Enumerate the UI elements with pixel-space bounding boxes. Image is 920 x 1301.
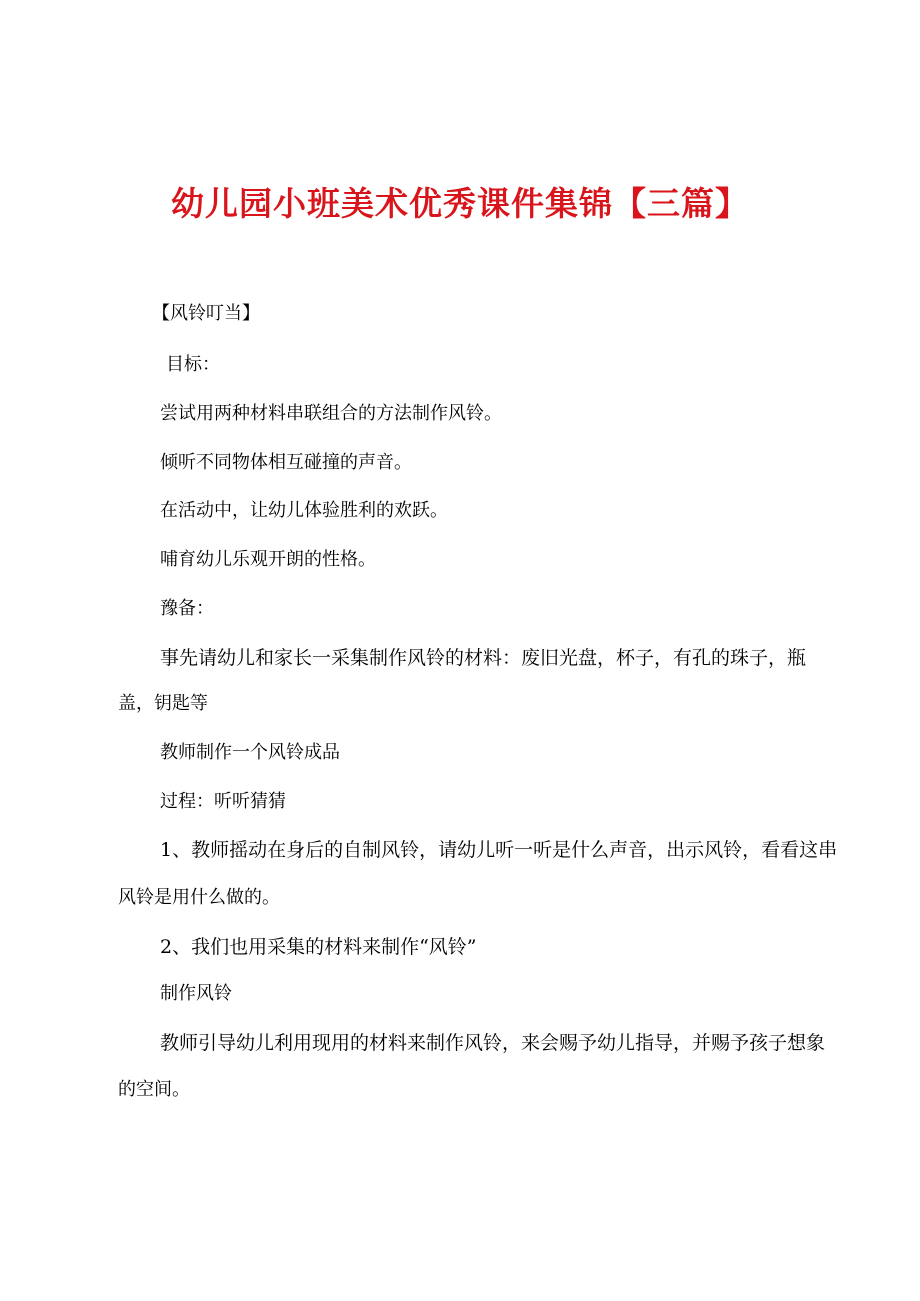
process-label: 过程：听听猜猜 [160,791,286,812]
goal-item-3: 在活动中，让幼儿体验胜利的欢跃。 [160,500,448,521]
step-2: 2、我们也用采集的材料来制作“风铃” [160,936,477,958]
make-text-line1: 教师引导幼儿利用现用的材料来制作风铃，来会赐予幼儿指导，并赐予孩子想象 [160,1032,826,1054]
prep-item-1-line2: 盖，钥匙等 [118,693,208,714]
step-1-line1: 1、教师摇动在身后的自制风铃，请幼儿听一听是什么声音，出示风铃，看看这串 [160,839,838,861]
goal-item-1: 尝试用两种材料串联组合的方法制作风铃。 [160,403,502,424]
prep-item-1-line1: 事先请幼儿和家长一采集制作风铃的材料：废旧光盘，杯子，有孔的珠子，瓶 [160,647,807,669]
goal-item-2: 倾听不同物体相互碰撞的声音。 [160,452,412,473]
prep-item-2: 教师制作一个风铃成品 [160,742,340,763]
step-1-line2: 风铃是用什么做的。 [118,887,280,908]
make-label: 制作风铃 [160,983,232,1004]
goal-label: 目标： [166,354,220,375]
goal-item-4: 哺育幼儿乐观开朗的性格。 [160,549,376,570]
make-text-line2: 的空间。 [118,1079,190,1100]
document-title: 幼儿园小班美术优秀课件集锦【三篇】 [171,184,749,224]
section-heading: 【风铃叮当】 [152,303,260,324]
prep-label: 豫备： [160,598,214,619]
